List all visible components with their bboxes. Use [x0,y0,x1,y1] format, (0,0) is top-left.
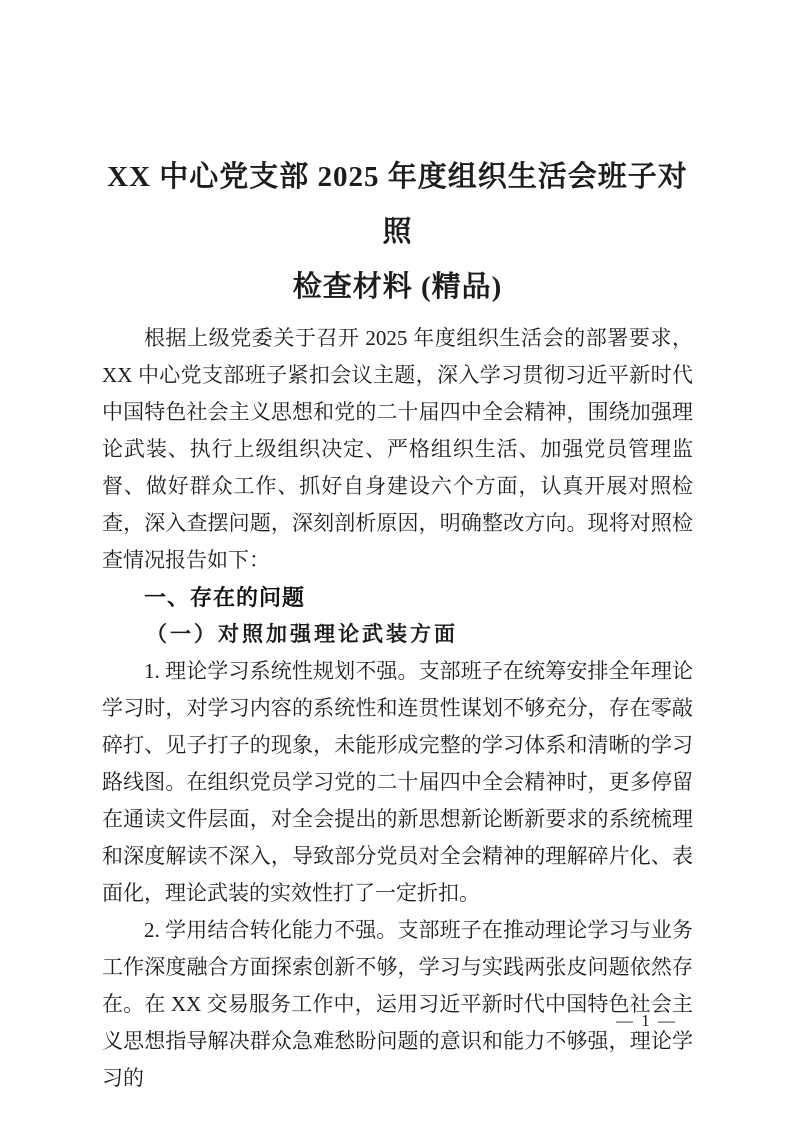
problem-item-1-paragraph: 1. 理论学习系统性规划不强。支部班子在统筹安排全年理论学习时，对学习内容的系统性和连贯性谋划不够充分，存在零敲碎打、见子打子的现象，未能形成完整的学习体系和清晰的学习路线图。在组织党员学习党的二十届四中全会精神时，更多停留在通读文件层面，对全会提出的新思想新论断新要求的系统梳理和深度解读不深入，导致部分党员对全会精神的理解碎片化、表面化，理论武装的实效性打了一定折扣。 [102,659,693,905]
document-title-line-1: XX 中心党支部 2025 年度组织生活会班子对照 [107,161,688,248]
intro-paragraph: 根据上级党委关于召开 2025 年度组织生活会的部署要求，XX 中心党支部班子紧扣会议主题，深入学习贯彻习近平新时代中国特色社会主义思想和党的二十届四中全会精神，围绕加强理论武装、执行上级组织决定、严格组织生活、加强党员管理监督、做好群众工作、抓好自身建设六个方面，认真开展对照检查，深入查摆问题，深刻剖析原因，明确整改方向。现将对照检查情况报告如下： [102,326,693,572]
problem-item-2-paragraph: 2. 学用结合转化能力不强。支部班子在推动理论学习与业务工作深度融合方面探索创新不够，学习与实践两张皮问题依然存在。在 XX 交易服务工作中，运用习近平新时代中国特色社会主义思想指导解决群众急难愁盼问题的意识和能力不够强，理论学习的 [102,918,693,1090]
section-heading-problems: 一、存在的问题 [144,585,306,610]
subsection-heading-theory-arming: （一）对照加强理论武装方面 [146,622,458,646]
page-content-area [102,150,693,1097]
page-number: — 1 — [616,1011,677,1030]
document-title [102,150,693,315]
document-body [102,320,693,1097]
document-title-line-2: 检查材料 (精品) [292,271,503,303]
